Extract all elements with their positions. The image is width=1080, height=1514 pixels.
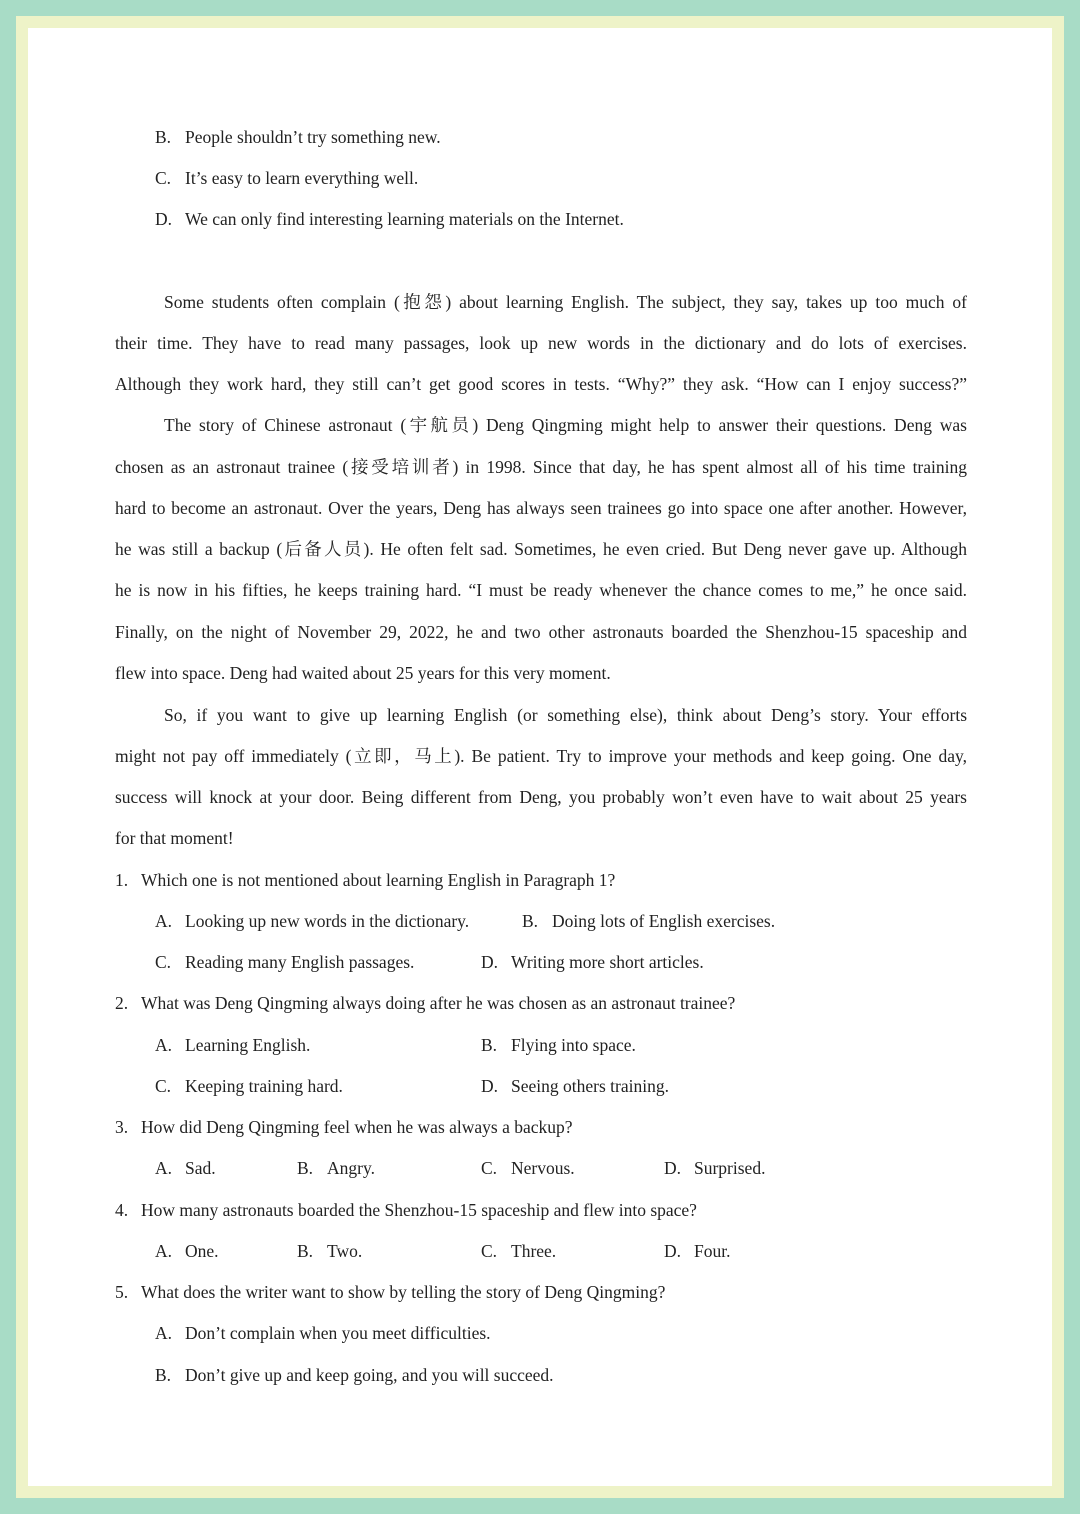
q5-option-b: B. Don’t give up and keep going, and you will succeed. — [155, 1365, 554, 1385]
question-5: 5. What does the writer want to show by telling the story of Deng Qingming? — [115, 1282, 666, 1302]
passage-line: success will knock at your door. Being different from Deng, you probably won’t even have to wait about 25 years — [115, 787, 967, 807]
q2-option-b: B. Flying into space. — [481, 1035, 636, 1055]
q2-option-d: D. Seeing others training. — [481, 1076, 669, 1096]
prev-option-b: B. People shouldn’t try something new. — [155, 127, 441, 147]
question-1: 1. Which one is not mentioned about learning English in Paragraph 1? — [115, 870, 616, 890]
passage-line: Finally, on the night of November 29, 2022, he and two other astronauts boarded the Shenzhou-15 spaceship and — [115, 622, 967, 642]
q4-option-c: C. Three. — [481, 1241, 557, 1261]
q3-option-c: C. Nervous. — [481, 1158, 575, 1178]
passage-line: Although they work hard, they still can’t get good scores in tests. “Why?” they ask. “How can I enjoy success?” — [115, 374, 967, 394]
passage-line: might not pay off immediately (立即，马上). Be patient. Try to improve your methods and keep going. One day, — [115, 746, 967, 766]
q2-option-a: A. Learning English. — [155, 1035, 311, 1055]
question-2: 2. What was Deng Qingming always doing after he was chosen as an astronaut trainee? — [115, 993, 736, 1013]
q1-option-c: C. Reading many English passages. — [155, 952, 415, 972]
q4-option-b: B. Two. — [297, 1241, 363, 1261]
passage-line: chosen as an astronaut trainee (接受培训者) in 1998. Since that day, he has spent almost all of his time training — [115, 457, 967, 477]
passage-line: he was still a backup (后备人员). He often felt sad. Sometimes, he even cried. But Deng never gave up. Although — [115, 539, 967, 559]
passage-line: So, if you want to give up learning English (or something else), think about Deng’s story. Your efforts — [164, 705, 967, 725]
q1-option-a: A. Looking up new words in the dictionary. — [155, 911, 470, 931]
passage-line: Some students often complain (抱怨) about learning English. The subject, they say, takes up too much of — [164, 292, 967, 312]
q1-option-d: D. Writing more short articles. — [481, 952, 704, 972]
q3-option-d: D. Surprised. — [664, 1158, 766, 1178]
question-3: 3. How did Deng Qingming feel when he was always a backup? — [115, 1117, 573, 1137]
q4-option-d: D. Four. — [664, 1241, 731, 1261]
passage-line: The story of Chinese astronaut (宇航员) Deng Qingming might help to answer their questions. Deng was — [164, 415, 967, 435]
q3-option-a: A. Sad. — [155, 1158, 216, 1178]
passage-line: their time. They have to read many passages, look up new words in the dictionary and do lots of exercises. — [115, 333, 967, 353]
q2-option-c: C. Keeping training hard. — [155, 1076, 343, 1096]
passage-line: hard to become an astronaut. Over the years, Deng has always seen trainees go into space one after another. However, — [115, 498, 967, 518]
q5-option-a: A. Don’t complain when you meet difficulties. — [155, 1323, 491, 1343]
prev-option-d: D. We can only find interesting learning materials on the Internet. — [155, 209, 624, 229]
passage-line: flew into space. Deng had waited about 25 years for this very moment. — [115, 663, 611, 683]
passage-line: for that moment! — [115, 828, 234, 848]
q4-option-a: A. One. — [155, 1241, 219, 1261]
passage-line: he is now in his fifties, he keeps training hard. “I must be ready whenever the chance comes to me,” he once said. — [115, 580, 967, 600]
prev-option-c: C. It’s easy to learn everything well. — [155, 168, 419, 188]
question-4: 4. How many astronauts boarded the Shenzhou-15 spaceship and flew into space? — [115, 1200, 697, 1220]
q3-option-b: B. Angry. — [297, 1158, 375, 1178]
q1-option-b: B. Doing lots of English exercises. — [522, 911, 776, 931]
